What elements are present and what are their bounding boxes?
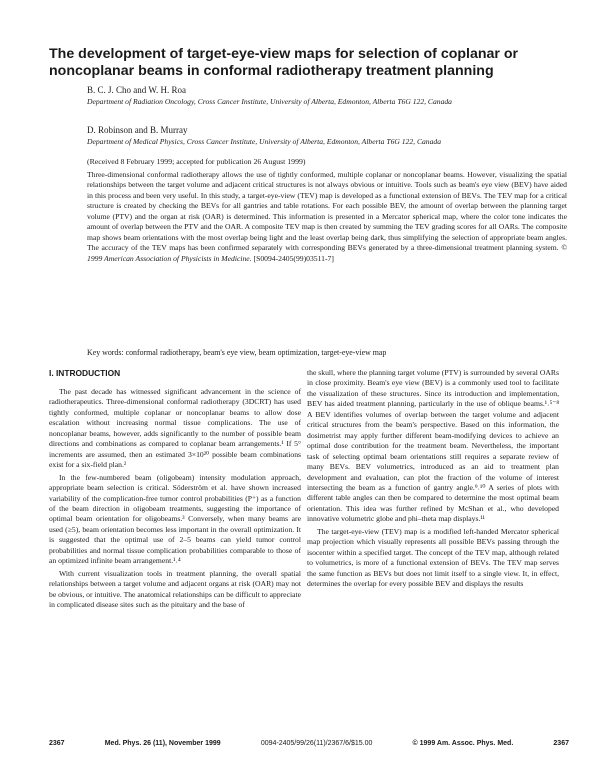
footer-copyright: © 1999 Am. Assoc. Phys. Med.: [412, 740, 514, 747]
section-heading: I. INTRODUCTION: [49, 368, 121, 378]
footer-page-right: 2367: [553, 740, 569, 747]
copyright-note: © 1999 American Association of Physicists in Medicine.: [87, 243, 567, 263]
author-block-2: [87, 125, 567, 147]
author-affiliation: Department of Medical Physics, Cross Cancer Institute, University of Alberta, Edmonton, Alberta T6G 122, Canada: [87, 137, 441, 146]
footer-page-left: 2367: [49, 740, 65, 747]
paragraph: The target-eye-view (TEV) map is a modified left-handed Mercator spherical map projection which visually represents all possible BEVs passing through the isocenter within a specified target. The concept of the TEV map, although related to volumetrics, is more of a functional extension of BEVs. The TEV map serves the same function as BEVs but does not limit itself to a single view. It, in effect, determines the overlap for every possible BEV and displays the results: [307, 526, 559, 589]
author-names: B. C. J. Cho and W. H. Roa: [87, 85, 187, 95]
abstract-text: Three-dimensional conformal radiotherapy allows the use of tightly conformed, multiple coplanar or noncoplanar beams. However, visualizing the spatial relationships between the target volume and adjacent critical structures is not always obvious or intuitive. Tools such as beam's eye view (BEV) have aided in this process and been very useful. In this study, a target-eye-view (TEV) map is developed as a functional extension of BEVs. The TEV map for a critical structure is created by checking the BEVs for all gantries and table rotations. For each possible BEV, the amount of overlap between the planning target volume (PTV) and the organ at risk (OAR) is determined. This information is presented in a Mercator spherical map, where the color tone indicates the amount of overlap between the PTV and the OAR. A composite TEV map is then created by summing the TEV grading scores for all OARs. The composite map shows beam orientations with the most overlap being light and the least overlap being dark, thus simplifying the selection of appropriate beam angles. The accuracy of the TEV maps has been confirmed separately with corresponding BEVs generated by a three-dimensional treatment planning system.: [87, 170, 567, 253]
paragraph: the skull, where the planning target volume (PTV) is surrounded by several OARs in close proximity. Beam's eye view (BEV) is a commonly used tool to facilitate the visualization of these structures. Since its introduction and implementation, BEV has aided treatment planning, particularly in the use of oblique beams.¹˒⁵⁻⁸ A BEV identifies volumes of overlap between the target volume and adjacent critical structures from the beam's perspective. Based on this information, the dosimetrist may apply further different beam-modifying devices to achieve an optimal dose contribution for the treatment beam. Nevertheless, the important task of selecting optimal beam orientations still requires a separate review of many BEVs. BEV volumetrics, introduced as an aid to treatment plan development and evaluation, can plot the fraction of the volume of interest intersecting the beam as a function of gantry angle.⁹˒¹⁰ A series of plots with different table angles can then be compared to determine the most optimal beam orientation. This idea was further refined by McShan et al., who developed innovative volumetric globe and phi–theta map displays.¹¹: [307, 368, 559, 524]
right-column: [307, 368, 559, 592]
page-footer: [49, 740, 569, 747]
doi: [S0094-2405(99)03511-7]: [253, 253, 334, 263]
paragraph: In the few-numbered beam (oligobeam) intensity modulation approach, appropriate beam selection is critical. Söderström et al. have shown increased variability of the complication-free tumor control probabilities (P⁺) as a function of the beam direction in oligobeam treatments, suggesting the importance of optimal beam orientation for oligobeams.³ Conversely, when many beams are used (≥5), beam orientation becomes less important in the overall optimization. It is suggested that the optimal use of 2–5 beams can yield tumor control probabilities and normal tissue complication probabilities comparable to those of an optimized infinite beam arrangement.¹˒⁴: [49, 472, 301, 566]
paper-title: The development of target-eye-view maps for selection of coplanar or noncoplanar beams in conformal radiotherapy treatment planning: [49, 46, 519, 79]
paragraph: With current visualization tools in treatment planning, the overall spatial relationships between a target volume and adjacent organs at risk (OAR) may not be obvious, or intuitive. The anatomical relationships can be difficult to appreciate in complicated disease sites such as the pituitary and the base of: [49, 568, 301, 610]
abstract: [87, 170, 567, 264]
author-names: D. Robinson and B. Murray: [87, 125, 188, 135]
author-block-1: [87, 85, 567, 107]
paragraph: The past decade has witnessed significant advancement in the science of radiotherapeutics. Three-dimensional conformal radiotherapy (3DCRT) has used tightly conformed, multiple coplanar or noncoplanar beams to allow dose escalation without increasing normal tissue complications. The use of noncoplanar beams, however, adds significantly to the number of possible beam directions and combinations as compared to coplanar beam arrangements.¹ If 5° increments are assumed, then an estimated 3×10²⁰ possible beam combinations exist for a six-field plan.²: [49, 387, 301, 470]
received-dates: (Received 8 February 1999; accepted for publication 26 August 1999): [87, 157, 306, 166]
footer-journal: Med. Phys. 26 (11), November 1999: [104, 740, 221, 747]
footer-code: 0094-2405/99/26(11)/2367/6/$15.00: [260, 740, 373, 747]
author-affiliation: Department of Radiation Oncology, Cross Cancer Institute, University of Alberta, Edmonton, Alberta T6G 122, Canada: [87, 97, 452, 106]
left-column: [49, 368, 301, 613]
keywords: Key words: conformal radiotherapy, beam's eye view, beam optimization, target-eye-view map: [87, 348, 387, 357]
